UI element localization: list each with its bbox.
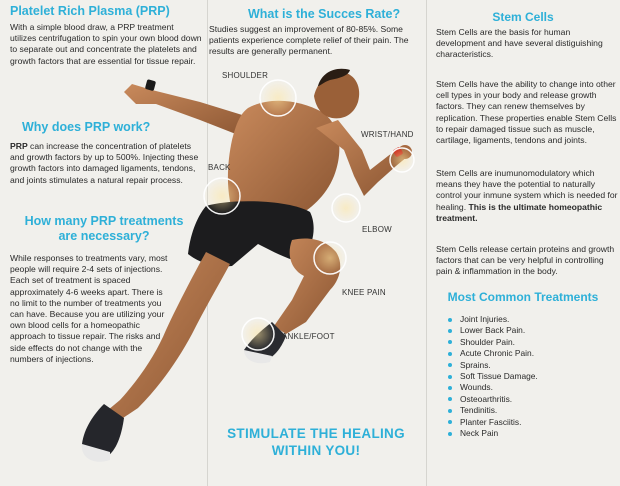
- why-title: Why does PRP work?: [22, 120, 151, 134]
- treatment-item: Sprains.: [448, 360, 618, 371]
- success-title: What is the Succes Rate?: [248, 7, 401, 21]
- slogan-line2: WITHIN YOU!: [271, 443, 361, 458]
- label-shoulder: SHOULDER: [222, 71, 269, 80]
- treatment-item: Lower Back Pain.: [448, 325, 618, 336]
- label-elbow: ELBOW: [362, 225, 392, 234]
- stem-para-3: [436, 168, 618, 224]
- treatment-item: Tendinitis.: [448, 405, 618, 416]
- stem-para-3-bold: This is the ultimate homeopathic treatment.: [436, 201, 603, 223]
- why-body: can increase the concentration of platelets and growth factors by up to 500%. Injecting these growth factors into damaged ligaments, tendons, and joints stimulates a natural repair process.: [10, 141, 199, 185]
- how-title-line1: How many PRP treatments: [24, 214, 184, 228]
- treatment-item: Soft Tissue Damage.: [448, 371, 618, 382]
- how-text: While responses to treatments vary, most people will require 2-4 sets of injections. Each set of treatment is spaced approximately 4-6 weeks apart. There is no limit to the number of treatments you can have. Because you are utilizing your own blood cells for a homeopathic approach to tissue repair. The risks and side effects do not change with the numbers of injections.: [10, 253, 168, 364]
- treatments-title: Most Common Treatments: [447, 290, 599, 304]
- stem-para-3-body: Stem Cells are inumunomodulatory which means they have the potential to naturally control your inmune system which is needed for healing.: [436, 168, 618, 212]
- how-title-line2: are necessary?: [58, 229, 150, 243]
- stem-para-4: Stem Cells release certain proteins and growth factors that can be very helpful in controlling pain & inflammation in the body.: [436, 244, 615, 277]
- stem-title: Stem Cells: [492, 10, 554, 24]
- treatment-item: Osteoarthritis.: [448, 394, 618, 405]
- label-knee-pain: KNEE PAIN: [342, 288, 386, 297]
- label-back: BACK: [208, 163, 231, 172]
- treatment-item: Shoulder Pain.: [448, 337, 618, 348]
- stem-para-2: Stem Cells have the ability to change into other cell types in your body and release growth factors. They can renew themselves by replication. These properties enable Stem Cells to repair damaged tissue such as muscle, cartilage, ligaments, tendons and joints.: [436, 79, 617, 146]
- treatment-item: Planter Fasciitis.: [448, 417, 618, 428]
- label-wrist-hand: WRIST/HAND: [361, 130, 414, 139]
- right-panel: [426, 0, 620, 486]
- treatment-item: Wounds.: [448, 382, 618, 393]
- success-text: Studies suggest an improvement of 80-85%. Some patients experience complete relief of their pain. The results are generally permanent.: [209, 24, 409, 57]
- stem-para-1: Stem Cells are the basis for human development and have several distiguishing characteristics.: [436, 27, 603, 60]
- treatment-item: Acute Chronic Pain.: [448, 348, 618, 359]
- treatments-list: [448, 314, 618, 439]
- why-bold: PRP: [10, 141, 28, 151]
- treatment-item: Joint Injuries.: [448, 314, 618, 325]
- prp-text: With a simple blood draw, a PRP treatment utilizes centrifugation to spin your own blood down to separate out and concentrate the platelets and growth factors that are essential for tissue repair.: [10, 22, 202, 66]
- treatment-item: Neck Pain: [448, 428, 618, 439]
- slogan: [218, 425, 414, 459]
- slogan-line1: STIMULATE THE HEALING: [227, 426, 405, 441]
- label-ankle-foot: ANKLE/FOOT: [282, 332, 335, 341]
- prp-title: Platelet Rich Plasma (PRP): [10, 4, 170, 18]
